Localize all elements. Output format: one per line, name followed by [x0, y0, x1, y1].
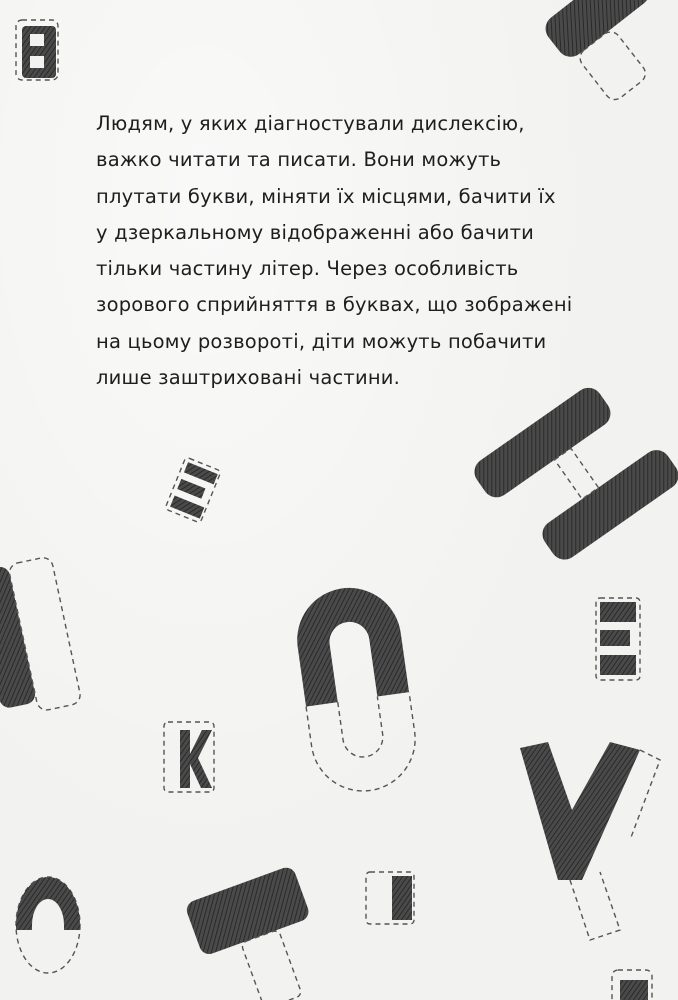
- body-paragraph: [96, 106, 576, 396]
- bar-left-edge: [0, 556, 82, 719]
- body-line: тільки частину літер. Через особливість: [96, 257, 519, 281]
- body-line: Людям, у яких діагностували дислексію,: [96, 112, 525, 135]
- letter-u-large: [290, 581, 421, 797]
- letter-n-large: [469, 371, 678, 577]
- letter-v-large: [520, 742, 660, 940]
- body-line: на цьому розвороті, діти можуть побачити: [96, 329, 547, 353]
- letter-v-bottom: [366, 872, 414, 924]
- letter-k-small: [164, 722, 214, 792]
- body-line: лише заштриховані частини.: [96, 366, 401, 390]
- body-line: зорового сприйняття в буквах, що зображені: [96, 293, 573, 317]
- letter-o-bottom-left: [16, 877, 80, 973]
- body-line: важко читати та писати. Вони можуть: [96, 148, 502, 172]
- letter-fragment-bottom-right: [612, 970, 652, 1000]
- letter-v-top-left: [16, 20, 58, 80]
- bar-top-right: [540, 0, 678, 110]
- bar-bottom: [184, 865, 335, 1000]
- letter-e-right: [596, 598, 640, 680]
- body-line: у дзеркальному відображенні або бачити: [96, 220, 535, 244]
- body-line: плутати букви, міняти їх місцями, бачити їх: [96, 184, 556, 208]
- letter-e-small: [165, 457, 221, 523]
